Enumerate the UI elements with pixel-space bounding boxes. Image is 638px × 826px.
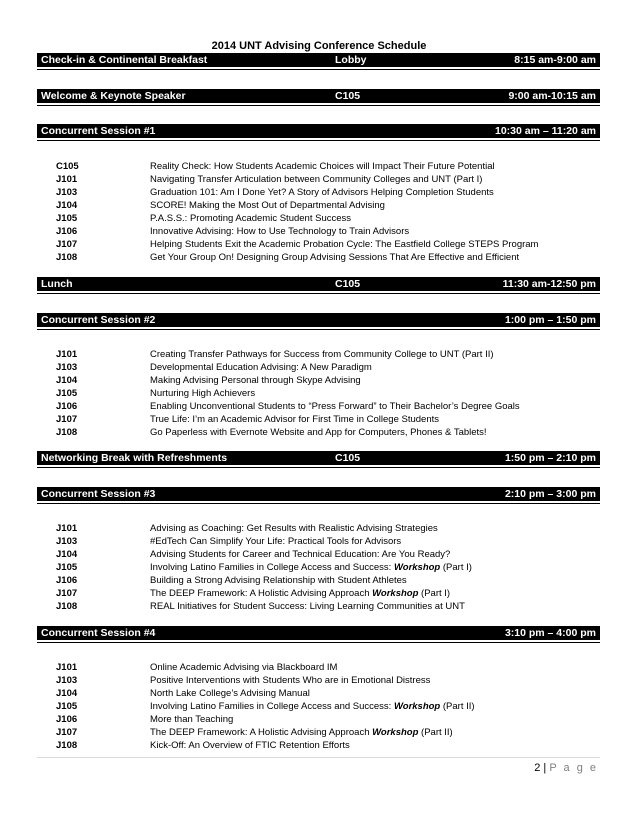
bar-room: C105 — [335, 278, 361, 290]
bar-label: Concurrent Session #1 — [41, 125, 156, 137]
session-title: Online Academic Advising via Blackboard IM — [150, 662, 338, 673]
session-title: Graduation 101: Am I Done Yet? A Story of Advisors Helping Completion Students — [150, 187, 494, 198]
footer-separator: | — [543, 762, 547, 774]
page-number: 2 — [534, 762, 541, 774]
room-code: J103 — [56, 536, 78, 547]
session-title: Get Your Group On! Designing Group Advising Sessions That Are Effective and Efficient — [150, 252, 520, 263]
bar-time: 11:30 am-12:50 pm — [502, 278, 596, 290]
bar-label: Concurrent Session #3 — [41, 488, 156, 500]
bar-time: 1:00 pm – 1:50 pm — [504, 314, 596, 326]
session-title: Involving Latino Families in College Access and Success: Workshop (Part II) — [150, 701, 475, 712]
bar-underline — [37, 69, 600, 70]
bar-time: 1:50 pm – 2:10 pm — [504, 452, 596, 464]
room-code: J105 — [56, 562, 78, 573]
room-code: J108 — [56, 252, 78, 263]
bar-time: 3:10 pm – 4:00 pm — [504, 627, 596, 639]
schedule-bar-session-2 — [37, 313, 600, 327]
room-code: J107 — [56, 239, 78, 250]
bar-room: Lobby — [335, 54, 367, 66]
room-code: J104 — [56, 688, 78, 699]
bar-room: C105 — [335, 452, 361, 464]
room-code: J106 — [56, 714, 78, 725]
session-title: Innovative Advising: How to Use Technology to Train Advisors — [150, 226, 410, 237]
schedule-bar-lunch — [37, 277, 600, 291]
room-code: J105 — [56, 213, 78, 224]
bar-underline — [37, 105, 600, 106]
session-title: North Lake College’s Advising Manual — [150, 688, 310, 699]
session-title: Making Advising Personal through Skype Advising — [150, 375, 361, 386]
schedule-bar-keynote — [37, 89, 600, 103]
document-title: 2014 UNT Advising Conference Schedule — [211, 40, 427, 52]
room-code: J108 — [56, 427, 78, 438]
session-title: The DEEP Framework: A Holistic Advising Approach Workshop (Part I) — [150, 588, 451, 599]
room-code: J104 — [56, 549, 78, 560]
bar-time: 2:10 pm – 3:00 pm — [504, 488, 596, 500]
room-code: J101 — [56, 349, 78, 360]
schedule-bar-session-4 — [37, 626, 600, 640]
page-label: P a g e — [549, 762, 598, 774]
session-title: Advising as Coaching: Get Results with Realistic Advising Strategies — [150, 523, 438, 534]
room-code: J103 — [56, 675, 78, 686]
bar-time: 8:15 am-9:00 am — [514, 54, 596, 66]
bar-underline — [37, 642, 600, 643]
bar-label: Concurrent Session #2 — [41, 314, 156, 326]
room-code: J108 — [56, 601, 78, 612]
bar-time: 9:00 am-10:15 am — [508, 90, 596, 102]
schedule-bar-session-1 — [37, 124, 600, 138]
session-title: Kick-Off: An Overview of FTIC Retention Efforts — [150, 740, 350, 751]
page-footer — [534, 762, 598, 774]
room-code: J101 — [56, 523, 78, 534]
session-title: Positive Interventions with Students Who are in Emotional Distress — [150, 675, 431, 686]
room-code: J101 — [56, 174, 78, 185]
footer-divider — [37, 757, 600, 758]
session-title: REAL Initiatives for Student Success: Living Learning Communities at UNT — [150, 601, 465, 612]
room-code: J107 — [56, 588, 78, 599]
bar-label: Welcome & Keynote Speaker — [41, 90, 186, 102]
session-title: Helping Students Exit the Academic Probation Cycle: The Eastfield College STEPS Program — [150, 239, 539, 250]
schedule-bar-checkin — [37, 53, 600, 67]
bar-underline — [37, 293, 600, 294]
session-title: True Life: I’m an Academic Advisor for First Time in College Students — [150, 414, 439, 425]
session-title: Nurturing High Achievers — [150, 388, 256, 399]
room-code: J103 — [56, 187, 78, 198]
room-code: J106 — [56, 226, 78, 237]
session-title: Advising Students for Career and Technical Education: Are You Ready? — [150, 549, 451, 560]
room-code: J107 — [56, 727, 78, 738]
bar-label: Concurrent Session #4 — [41, 627, 156, 639]
session-title: The DEEP Framework: A Holistic Advising Approach Workshop (Part II) — [150, 727, 453, 738]
bar-underline — [37, 503, 600, 504]
session-title: Involving Latino Families in College Access and Success: Workshop (Part I) — [150, 562, 472, 573]
bar-underline — [37, 140, 600, 141]
session-title: Building a Strong Advising Relationship with Student Athletes — [150, 575, 407, 586]
room-code: J101 — [56, 662, 78, 673]
session-title: SCORE! Making the Most Out of Departmental Advising — [150, 200, 385, 211]
bar-label: Check-in & Continental Breakfast — [41, 54, 208, 66]
room-code: C105 — [56, 161, 79, 172]
room-code: J104 — [56, 375, 78, 386]
bar-label: Networking Break with Refreshments — [41, 452, 228, 464]
bar-underline — [37, 467, 600, 468]
room-code: J106 — [56, 401, 78, 412]
session-title: #EdTech Can Simplify Your Life: Practical Tools for Advisors — [150, 536, 402, 547]
room-code: J105 — [56, 701, 78, 712]
session-title: Creating Transfer Pathways for Success from Community College to UNT (Part II) — [150, 349, 494, 360]
bar-label: Lunch — [41, 278, 73, 290]
session-title: Navigating Transfer Articulation between Community Colleges and UNT (Part I) — [150, 174, 483, 185]
room-code: J107 — [56, 414, 78, 425]
session-title: Reality Check: How Students Academic Choices will Impact Their Future Potential — [150, 161, 495, 172]
room-code: J108 — [56, 740, 78, 751]
bar-underline — [37, 329, 600, 330]
room-code: J106 — [56, 575, 78, 586]
bar-time: 10:30 am – 11:20 am — [495, 125, 596, 137]
session-title: Go Paperless with Evernote Website and App for Computers, Phones & Tablets! — [150, 427, 487, 438]
session-title: Developmental Education Advising: A New Paradigm — [150, 362, 372, 373]
room-code: J104 — [56, 200, 78, 211]
schedule-bar-session-3 — [37, 487, 600, 501]
room-code: J105 — [56, 388, 78, 399]
room-code: J103 — [56, 362, 78, 373]
bar-room: C105 — [335, 90, 361, 102]
schedule-bar-networking — [37, 451, 600, 465]
session-title: Enabling Unconventional Students to “Press Forward” to Their Bachelor’s Degree Goals — [150, 401, 520, 412]
session-title: More than Teaching — [150, 714, 234, 725]
session-title: P.A.S.S.: Promoting Academic Student Success — [150, 213, 352, 224]
